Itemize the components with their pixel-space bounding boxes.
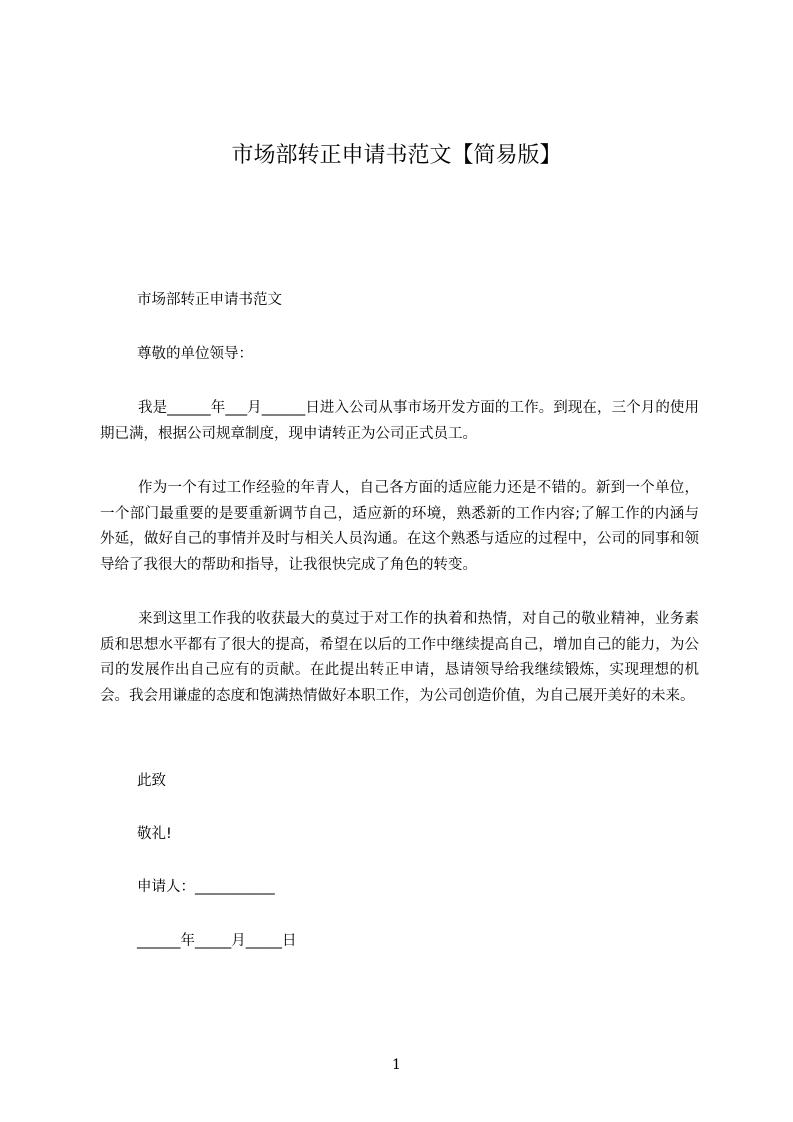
salutation: 尊敬的单位领导： bbox=[137, 346, 253, 362]
closing-line-1: 此致 bbox=[137, 773, 166, 789]
body-paragraph-1: 我是______年___月______日进入公司从事市场开发方面的工作。到现在，三个月的使用期已满，根据公司规章制度，现申请转正为公司正式员工。 bbox=[100, 400, 699, 442]
date-line: ______年_____月_____日 bbox=[137, 933, 297, 949]
applicant-signature-line: 申请人：___________ bbox=[137, 879, 275, 895]
document-subtitle: 市场部转正申请书范文 bbox=[137, 292, 282, 308]
document-title: 市场部转正申请书范文【简易版】 bbox=[231, 143, 562, 168]
closing-line-2: 敬礼! bbox=[137, 826, 172, 842]
body-paragraph-3: 来到这里工作我的收获最大的莫过于对工作的执着和热情，对自己的敬业精神，业务素质和思想水平都有了很大的提高，希望在以后的工作中继续提高自己，增加自己的能力，为公司的发展作出自己应有的贡献。在此提出转正申请，恳请领导给我继续锻炼，实现理想的机会。我会用谦虚的态度和饱满热情做好本职工作，为公司创造价值，为自己展开美好的未来。 bbox=[100, 611, 699, 704]
body-paragraph-2: 作为一个有过工作经验的年青人，自己各方面的适应能力还是不错的。新到一个单位，一个部门最重要的是要重新调节自己，适应新的环境，熟悉新的工作内容;了解工作的内涵与外延，做好自己的事情并及时与相关人员沟通。在这个熟悉与适应的过程中，公司的同事和领导给了我很大的帮助和指导，让我很快完成了角色的转变。 bbox=[100, 480, 699, 573]
page-number: 1 bbox=[392, 1057, 401, 1073]
